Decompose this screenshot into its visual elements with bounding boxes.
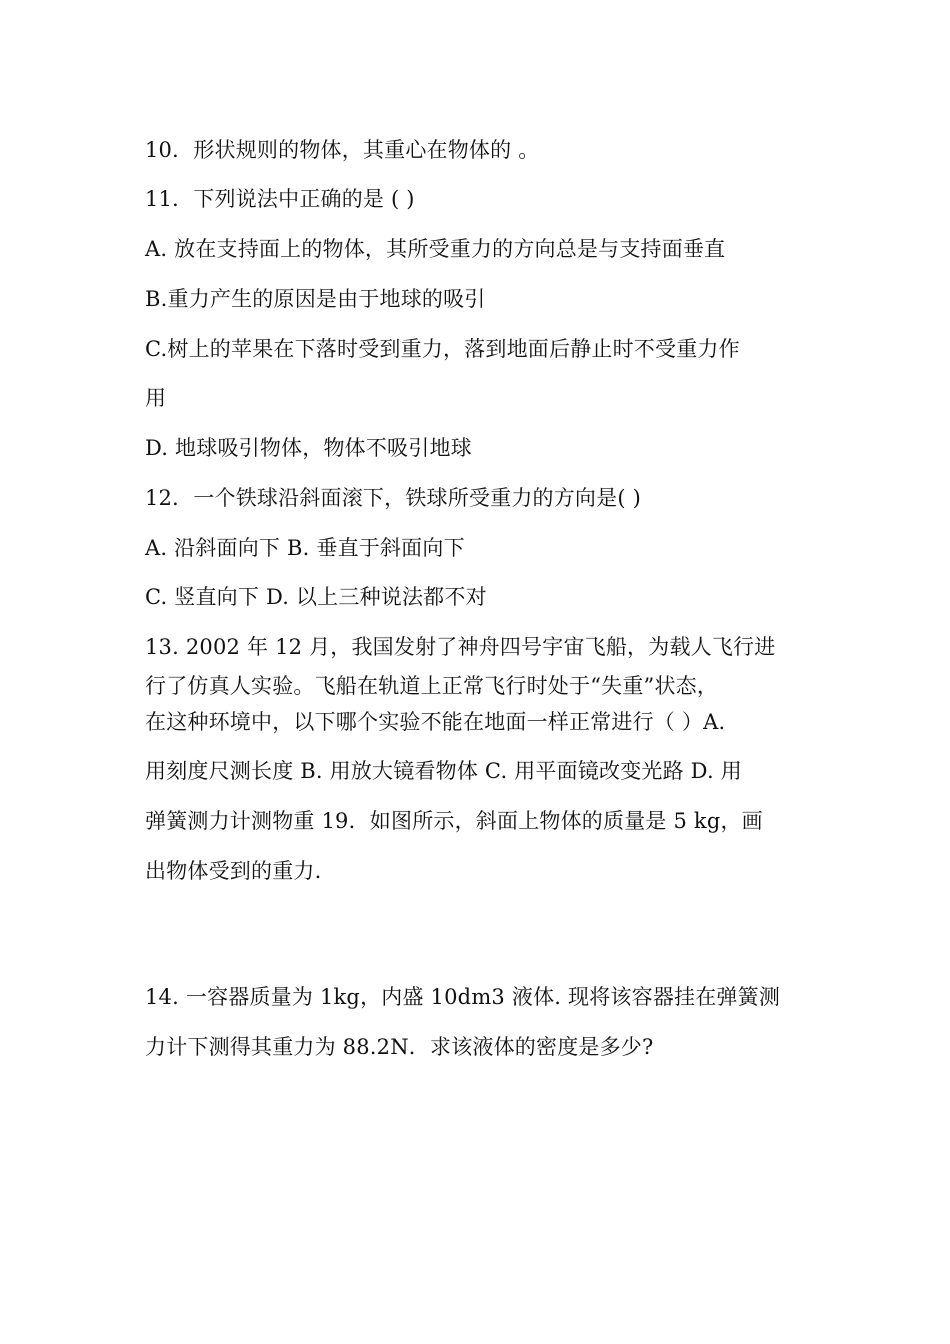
- question-14-line2: 力计下测得其重力为 88.2N．求该液体的密度是多少?: [145, 1035, 654, 1059]
- question-11-option-d: D. 地球吸引物体，物体不吸引地球: [145, 436, 472, 460]
- question-13-line6: 出物体受到的重力.: [145, 859, 322, 883]
- question-11-option-c-line2: 用: [145, 386, 167, 410]
- question-13-line3: 在这种环境中，以下哪个实验不能在地面一样正常进行（ ）A.: [145, 710, 726, 734]
- question-14-line1: 14. 一容器质量为 1kg，内盛 10dm3 液体. 现将该容器挂在弹簧测: [145, 985, 781, 1009]
- question-12-options-cd: C. 竖直向下 D. 以上三种说法都不对: [145, 585, 487, 609]
- question-11-option-b: B.重力产生的原因是由于地球的吸引: [145, 287, 486, 311]
- question-11-option-c-line1: C.树上的苹果在下落时受到重力，落到地面后静止时不受重力作: [145, 337, 740, 361]
- question-13-line1: 13. 2002 年 12 月，我国发射了神舟四号宇宙飞船，为载人飞行进: [145, 635, 776, 659]
- question-12-options-ab: A. 沿斜面向下 B. 垂直于斜面向下: [145, 536, 465, 560]
- question-11-option-a: A. 放在支持面上的物体，其所受重力的方向总是与支持面垂直: [145, 237, 726, 261]
- question-10: 10．形状规则的物体，其重心在物体的 。: [145, 138, 540, 162]
- question-13-line2: 行了仿真人实验。飞船在轨道上正常飞行时处于“失重”状态，: [145, 674, 719, 698]
- question-13-line5: 弹簧测力计测物重 19．如图所示，斜面上物体的质量是 5 kg，画: [145, 809, 763, 833]
- question-13-line4: 用刻度尺测长度 B. 用放大镜看物体 C. 用平面镜改变光路 D. 用: [145, 759, 742, 783]
- question-11-stem: 11．下列说法中正确的是 ( ): [145, 187, 415, 211]
- question-12-stem: 12．一个铁球沿斜面滚下，铁球所受重力的方向是( ): [145, 486, 641, 510]
